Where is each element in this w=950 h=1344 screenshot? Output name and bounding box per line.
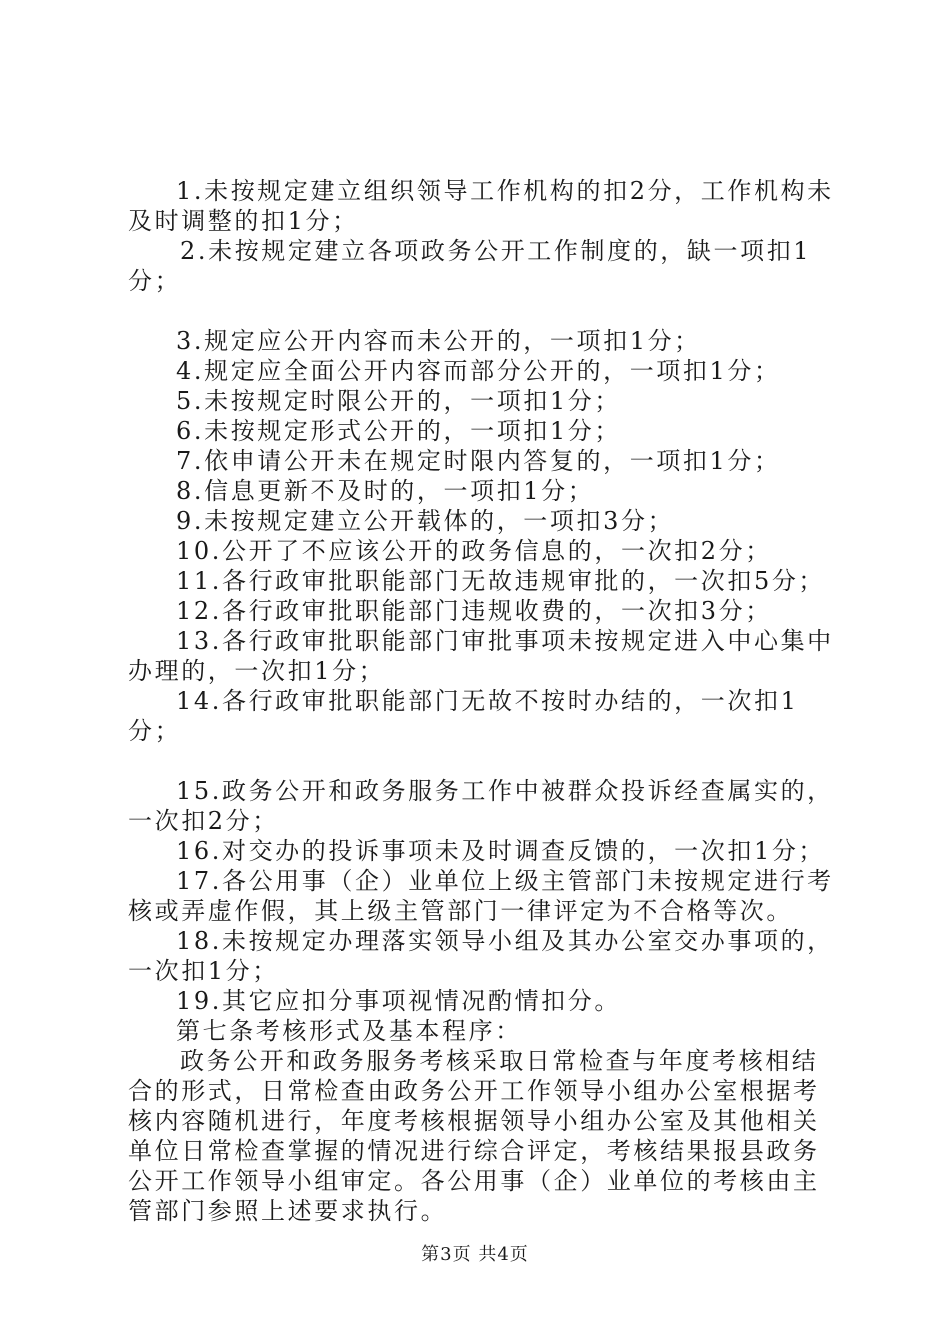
assessment-procedure-paragraph: 政务公开和政务服务考核采取日常检查与年度考核相结合的形式，日常检查由政务公开工作领导小组办公室根据考核内容随机进行，年度考核根据领导小组办公室及其他相关单位日常检查掌握的情况进行综合评定，考核结果报县政务公开工作领导小组审定。各公用事（企）业单位的考核由主管部门参照上述要求执行。 <box>128 1047 820 1225</box>
clause-5: 5.未按规定时限公开的，一项扣1分； <box>176 387 621 415</box>
clause-1: 1.未按规定建立组织领导工作机构的扣2分，工作机构未及时调整的扣1分； <box>128 177 834 235</box>
clause-16: 16.对交办的投诉事项未及时调查反馈的，一次扣1分； <box>176 837 826 865</box>
clause-3: 3.规定应公开内容而未公开的，一项扣1分； <box>176 327 701 355</box>
clause-12: 12.各行政审批职能部门违规收费的，一次扣3分； <box>176 597 772 625</box>
clause-7: 7.依申请公开未在规定时限内答复的，一项扣1分； <box>176 447 781 475</box>
clause-18: 18.未按规定办理落实领导小组及其办公室交办事项的，一次扣1分； <box>128 927 834 985</box>
clause-15: 15.政务公开和政务服务工作中被群众投诉经查属实的，一次扣2分； <box>128 777 834 835</box>
clause-9: 9.未按规定建立公开载体的，一项扣3分； <box>176 507 675 535</box>
clause-14: 14.各行政审批职能部门无故不按时办结的，一次扣1分； <box>128 687 799 745</box>
clause-8: 8.信息更新不及时的，一项扣1分； <box>176 477 595 505</box>
page-number-footer: 第3页 共4页 <box>421 1244 529 1265</box>
document-body <box>128 176 840 1226</box>
clause-2: 2.未按规定建立各项政务公开工作制度的，缺一项扣1分； <box>128 237 812 295</box>
clause-4: 4.规定应全面公开内容而部分公开的，一项扣1分； <box>176 357 781 385</box>
clause-6: 6.未按规定形式公开的，一项扣1分； <box>176 417 621 445</box>
clause-10: 10.公开了不应该公开的政务信息的，一次扣2分； <box>176 537 772 565</box>
clause-17: 17.各公用事（企）业单位上级主管部门未按规定进行考核或弄虚作假，其上级主管部门一律评定为不合格等次。 <box>128 867 834 925</box>
clause-11: 11.各行政审批职能部门无故违规审批的，一次扣5分； <box>176 567 826 595</box>
clause-13: 13.各行政审批职能部门审批事项未按规定进入中心集中办理的，一次扣1分； <box>128 627 834 685</box>
clause-19: 19.其它应扣分事项视情况酌情扣分。 <box>176 987 621 1015</box>
section-heading-article-7: 第七条考核形式及基本程序： <box>176 1017 522 1045</box>
